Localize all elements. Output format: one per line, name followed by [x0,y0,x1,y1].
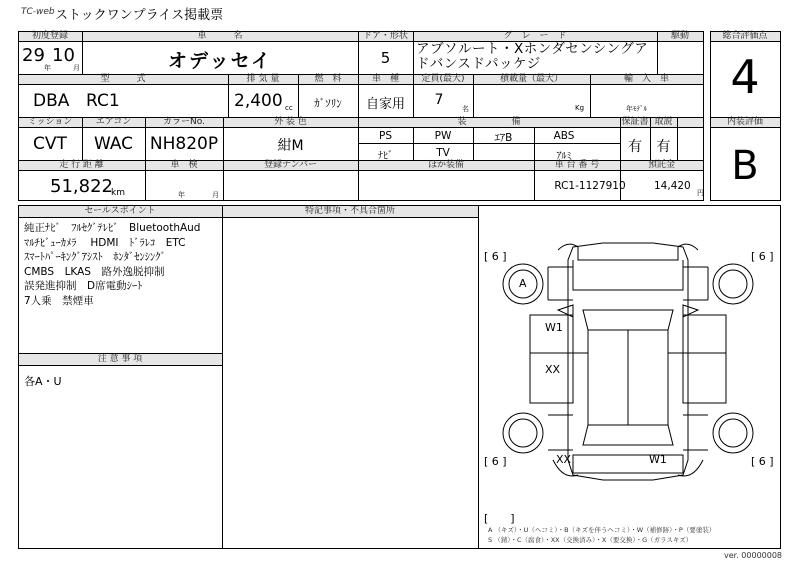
car-name: オデッセイ [167,50,273,72]
interior-score-label: 内装評価 [726,117,763,127]
first-reg-year: 29 [22,45,45,66]
equip-navi: ﾅﾋﾞ [378,151,393,162]
damage-mark-w1-front: W1 [545,321,563,334]
sales-point: ｽﾏｰﾄﾊﾟｰｷﾝｸﾞｱｼｽﾄ ﾎﾝﾀﾞｾﾝｼﾝｸﾞ [24,251,166,263]
damage-mark-xx-rear: XX [556,453,572,466]
displacement-label: 排 気 量 [246,74,280,84]
sales-points-list [24,221,200,308]
load-label: 積載量（最大） [499,74,563,84]
color-no-value: NH820P [149,134,219,154]
person-unit: 名 [462,105,469,113]
drive-label: 駆動 [670,31,689,41]
fuel-value: ｶﾞｿﾘﾝ [314,97,342,110]
equip-abs: ABS [553,130,575,142]
tire-depth-rear-left: [ 6 ] [484,455,507,468]
capacity-label: 定員(最大) [421,74,465,84]
fuel-label: 燃 料 [314,74,342,84]
mileage-label: 走 行 距 離 [59,160,104,170]
diagram-legend-line2: S （錆）・C（腐食）・XX（交換済み）・X（要交換）・G（ガラスキズ） [488,536,693,544]
year-unit: 年 [44,64,51,72]
mission-value: CVT [33,134,67,154]
sales-point: 誤発進抑制 D席電動ｼｰﾄ [24,280,143,292]
interior-score: B [731,143,759,189]
sales-point: ﾏﾙﾁﾋﾞｭｰｶﾒﾗ HDMI ﾄﾞﾗﾚｺ ETC [24,236,186,249]
import-label: 輸 入 車 [623,74,669,84]
cc-unit: cc [285,104,293,112]
diagram-legend-line1: A （キズ）・U（ヘコミ）・B（キズを伴うヘコミ）・W（補修跡）・P（要塗装） [488,526,716,534]
inspection-year-unit: 年 [178,191,185,199]
equip-pw: PW [434,130,452,142]
sales-point: 純正ﾅﾋﾞ ﾌﾙｾｸﾞﾃﾚﾋﾞ BluetoothAud [24,222,201,234]
first-reg-label: 初度登録 [31,31,68,41]
inspection-month-unit: 月 [212,191,219,199]
document-title: ストックワンプライス掲載票 [55,8,224,23]
spare-tire-depth: [ ] [484,512,515,525]
car-type-value: 自家用 [365,97,405,112]
damage-mark-a: A [519,277,527,290]
kg-unit: Kg [575,104,585,112]
car-damage-diagram [478,205,780,548]
month-unit: 月 [73,64,80,72]
sales-point: CMBS LKAS 路外逸脱抑制 [24,265,165,278]
import-model-year-unit: 年ﾓﾃﾞﾙ [626,105,647,113]
overall-score: 4 [730,50,760,104]
inspection-label: 車 検 [170,160,198,170]
equip-tv: TV [436,147,450,159]
aircon-label: エアコン [95,117,132,127]
displacement-value: 2,400 [234,91,283,111]
mileage-value: 51,822 [50,176,113,197]
km-unit: km [111,188,125,198]
yen-unit: 円 [697,189,704,197]
model-label: 型 式 [100,74,146,84]
car-name-label: 車 名 [197,31,243,41]
color-no-label: カラーNo. [163,117,205,127]
equip-airbag: ｴｱB [494,132,513,144]
mission-label: ミッション [27,117,73,127]
tire-depth-front-left: [ 6 ] [484,250,507,263]
exterior-color-value: 紺M [277,138,304,154]
door-count: 5 [380,49,391,67]
damage-mark-xx-side: XX [545,363,561,376]
warranty-label: 保証書 [621,117,649,127]
sales-points-label: セールスポイント [84,206,156,216]
door-shape-label: ドア・形状 [363,31,408,41]
version-label: ver. 00000008 [724,551,783,560]
tire-depth-rear-right: [ 6 ] [751,455,774,468]
equip-alumi: ｱﾙﾐ [556,151,572,162]
chassis-label: 車 台 番 号 [554,160,600,170]
warranty-value: 有 [628,139,642,155]
overall-score-label: 総合評価点 [722,31,768,41]
manual-label: 取説 [654,117,673,127]
first-reg-month: 10 [52,45,75,66]
manual-value: 有 [656,139,671,155]
equipment-label: 装 備 [457,117,521,127]
model-code: RC1 [86,91,120,111]
tire-depth-front-right: [ 6 ] [751,250,774,263]
exterior-label: 外 装 色 [274,117,307,127]
sales-point: 7人乗 禁煙車 [24,294,94,307]
damage-mark-w1-rear: W1 [649,453,667,466]
reg-number-label: 登録ナンバー [264,160,317,170]
equip-ps: PS [379,130,392,142]
logo: TC-web [21,7,55,17]
deposit-label: 預託金 [647,160,675,170]
car-type-label: 車 種 [371,74,399,84]
model-prefix: DBA [33,91,70,111]
grade-value: アブソルート・Xホンダセンシングアドバンスドパッケジ [416,41,649,72]
special-notes-label: 特記事項・不具合箇所 [304,206,395,216]
grade-label: グ レ ー ド [503,31,567,41]
deposit-value: 14,420 [654,180,691,192]
chassis-value: RC1-1127910 [554,180,626,192]
aircon-value: WAC [93,134,134,154]
notes-label: 注 意 事 項 [97,354,143,364]
capacity-value: 7 [434,92,444,108]
other-equip-label: ほか装備 [427,160,464,170]
notes-value: 各A・U [24,375,62,388]
